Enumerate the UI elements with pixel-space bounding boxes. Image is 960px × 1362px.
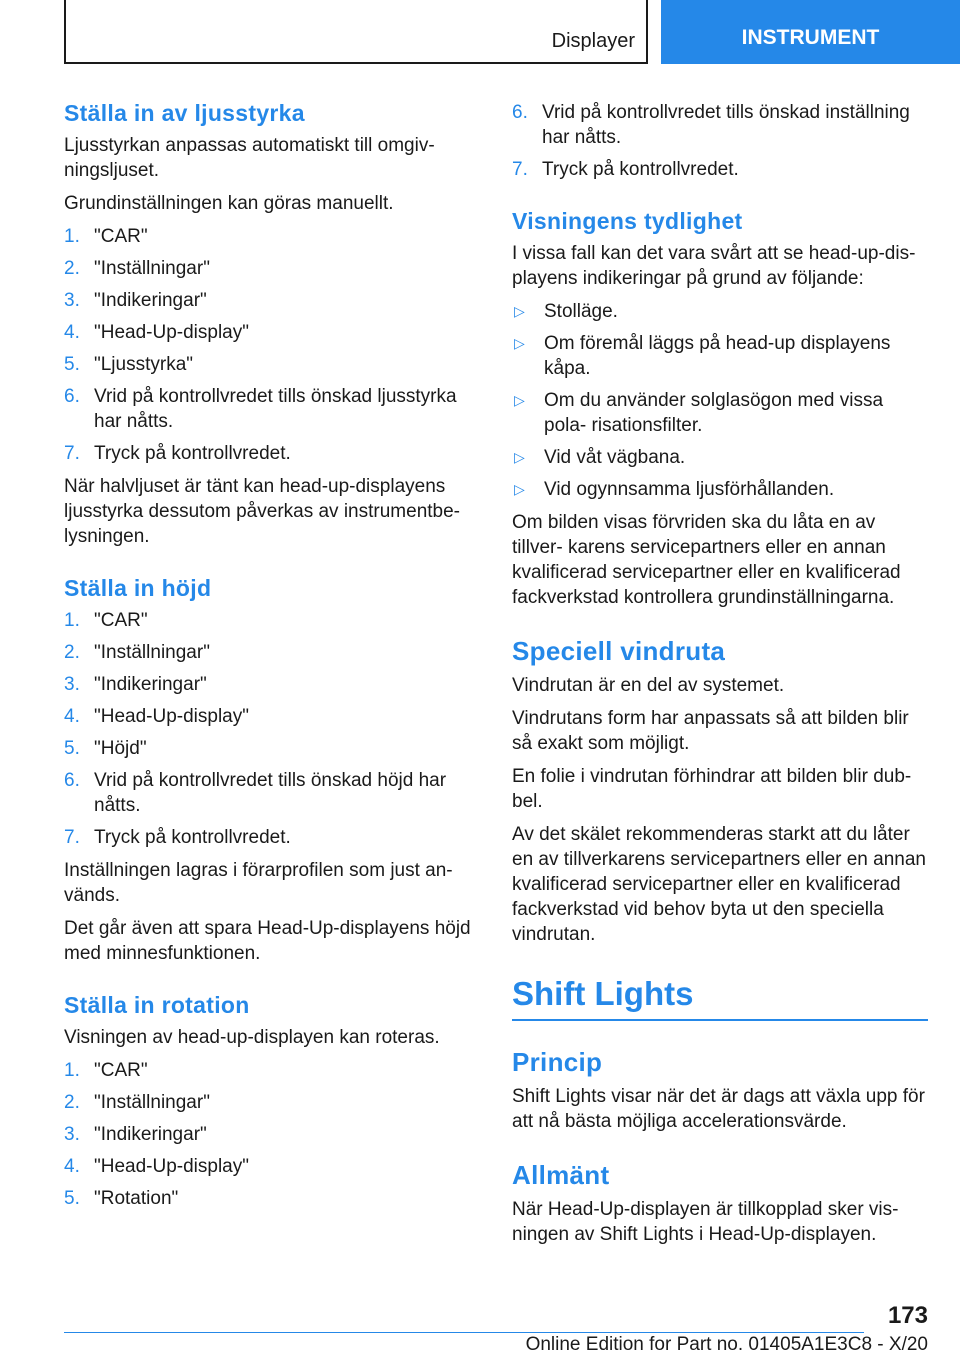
left-column xyxy=(64,100,474,1219)
heading-rotation: Ställa in rotation xyxy=(64,992,250,1018)
paragraph: I vissa fall kan det vara svårt att se head-up-dis- playens indikeringar på grund av följande: xyxy=(512,243,916,289)
step-text: Vrid på kontrollvredet tills önskad ljusstyrka har nåtts. xyxy=(94,386,457,432)
paragraph: Grundinställningen kan göras manuellt. xyxy=(64,193,394,214)
list-item xyxy=(512,477,928,502)
step-text: "CAR" xyxy=(94,226,148,247)
paragraph: Det går även att spara Head-Up-displayens höjd med minnesfunktionen. xyxy=(64,918,471,964)
step-text: Tryck på kontrollvredet. xyxy=(542,159,739,180)
list-item xyxy=(64,768,474,818)
step-number: 5. xyxy=(64,1188,80,1209)
list-item xyxy=(64,608,474,633)
step-number: 6. xyxy=(64,770,80,791)
chapter-title-shift-lights: Shift Lights xyxy=(512,975,928,1021)
paragraph: Vindrutans form har anpassats så att bilden blir så exakt som möjligt. xyxy=(512,708,909,754)
list-item xyxy=(64,441,474,466)
paragraph: När Head-Up-displayen är tillkopplad sker vis- ningen av Shift Lights i Head-Up-displayen. xyxy=(512,1199,899,1245)
step-text: "Indikeringar" xyxy=(94,674,207,695)
step-number: 3. xyxy=(64,1124,80,1145)
step-number: 2. xyxy=(64,258,80,279)
step-text: "CAR" xyxy=(94,610,148,631)
step-number: 4. xyxy=(64,322,80,343)
bullet-text: Vid våt vägbana. xyxy=(544,447,686,468)
list-item xyxy=(64,704,474,729)
heading-principle: Princip xyxy=(512,1047,603,1077)
step-number: 2. xyxy=(64,1092,80,1113)
step-text: "Indikeringar" xyxy=(94,290,207,311)
step-number: 5. xyxy=(64,738,80,759)
step-text: "Ljusstyrka" xyxy=(94,354,194,375)
step-number: 4. xyxy=(64,706,80,727)
step-text: "Indikeringar" xyxy=(94,1124,207,1145)
list-item xyxy=(512,100,928,150)
step-number: 1. xyxy=(64,1060,80,1081)
step-number: 5. xyxy=(64,354,80,375)
list-item xyxy=(64,1186,474,1211)
list-item xyxy=(64,1122,474,1147)
step-number: 4. xyxy=(64,1156,80,1177)
step-text: "Rotation" xyxy=(94,1188,179,1209)
step-text: "Inställningar" xyxy=(94,258,210,279)
step-number: 3. xyxy=(64,290,80,311)
step-text: Vrid på kontrollvredet tills önskad höjd har nåtts. xyxy=(94,770,447,816)
steps-list xyxy=(64,608,474,850)
paragraph: Shift Lights visar när det är dags att växla upp för att nå bästa möjliga accelerationsvärde. xyxy=(512,1086,925,1132)
paragraph: Visningen av head-up-displayen kan roteras. xyxy=(64,1027,440,1048)
steps-list xyxy=(64,1058,474,1211)
paragraph: Av det skälet rekommenderas starkt att du låter en av tillverkarens servicepartners eller en annan kvalificerad servicepartner eller en kvalificerad fackverkstad vid behov byta ut den speciella vindrutan. xyxy=(512,824,926,945)
paragraph: Ljusstyrkan anpassas automatiskt till omgiv- ningsljuset. xyxy=(64,135,435,181)
steps-list-continued xyxy=(512,100,928,182)
triangle-bullet-icon: ▷ xyxy=(514,481,525,497)
heading-windshield: Speciell vindruta xyxy=(512,636,726,666)
heading-visibility: Visningens tydlighet xyxy=(512,208,743,234)
heading-brightness: Ställa in av ljusstyrka xyxy=(64,100,305,126)
bullet-text: Om föremål läggs på head-up displayens kåpa. xyxy=(544,333,891,379)
triangle-bullet-icon: ▷ xyxy=(514,335,525,351)
section-shift-lights xyxy=(512,975,928,1247)
list-item xyxy=(64,1154,474,1179)
edition-text: Online Edition for Part no. 01405A1E3C8 - X/20 xyxy=(525,1334,928,1355)
step-text: "Head-Up-display" xyxy=(94,1156,249,1177)
step-number: 6. xyxy=(512,102,528,123)
step-number: 7. xyxy=(64,827,80,848)
list-item xyxy=(64,384,474,434)
list-item xyxy=(512,445,928,470)
step-text: Vrid på kontrollvredet tills önskad inställning har nåtts. xyxy=(542,102,910,148)
step-number: 7. xyxy=(64,443,80,464)
step-number: 3. xyxy=(64,674,80,695)
list-item xyxy=(64,1058,474,1083)
heading-height: Ställa in höjd xyxy=(64,575,212,601)
list-item xyxy=(512,299,928,324)
list-item xyxy=(64,288,474,313)
step-text: Tryck på kontrollvredet. xyxy=(94,827,291,848)
list-item xyxy=(64,320,474,345)
right-column xyxy=(512,100,928,1255)
step-text: "Höjd" xyxy=(94,738,147,759)
section-height xyxy=(64,575,474,966)
header-section-title: Displayer xyxy=(551,30,635,52)
step-number: 1. xyxy=(64,610,80,631)
step-number: 1. xyxy=(64,226,80,247)
step-text: "Inställningar" xyxy=(94,1092,210,1113)
paragraph: När halvljuset är tänt kan head-up-displayens ljusstyrka dessutom påverkas av instrumentbe- lysningen. xyxy=(64,476,460,547)
header-chapter-tab[interactable]: INSTRUMENT xyxy=(661,0,960,64)
triangle-bullet-icon: ▷ xyxy=(514,392,525,408)
step-text: "Head-Up-display" xyxy=(94,322,249,343)
step-number: 6. xyxy=(64,386,80,407)
list-item xyxy=(512,388,928,438)
step-text: "Inställningar" xyxy=(94,642,210,663)
section-brightness xyxy=(64,100,474,549)
list-item xyxy=(512,331,928,381)
triangle-bullet-icon: ▷ xyxy=(514,303,525,319)
bullet-text: Vid ogynnsamma ljusförhållanden. xyxy=(544,479,835,500)
list-item xyxy=(64,1090,474,1115)
section-windshield xyxy=(512,636,928,947)
heading-general: Allmänt xyxy=(512,1160,610,1190)
paragraph: Om bilden visas förvriden ska du låta en av tillver- karens servicepartners eller en annan kvalificerad servicepartner eller en kvalificerad fackverkstad kontrollera grundinställningarna. xyxy=(512,512,901,608)
list-item xyxy=(64,256,474,281)
list-item xyxy=(64,352,474,377)
list-item xyxy=(64,672,474,697)
bullet-text: Om du använder solglasögon med vissa pola- risationsfilter. xyxy=(544,390,884,436)
paragraph: Inställningen lagras i förarprofilen som just an- vänds. xyxy=(64,860,453,906)
list-item xyxy=(64,224,474,249)
list-item xyxy=(64,640,474,665)
paragraph: En folie i vindrutan förhindrar att bilden blir dub- bel. xyxy=(512,766,912,812)
step-text: "Head-Up-display" xyxy=(94,706,249,727)
triangle-bullet-icon: ▷ xyxy=(514,449,525,465)
bullet-list xyxy=(512,299,928,502)
step-number: 2. xyxy=(64,642,80,663)
section-visibility xyxy=(512,208,928,610)
footer-divider xyxy=(64,1332,864,1333)
list-item xyxy=(64,825,474,850)
paragraph: Vindrutan är en del av systemet. xyxy=(512,675,785,696)
step-text: Tryck på kontrollvredet. xyxy=(94,443,291,464)
section-rotation xyxy=(64,992,474,1211)
bullet-text: Stolläge. xyxy=(544,301,618,322)
page-number: 173 xyxy=(887,1302,928,1329)
step-text: "CAR" xyxy=(94,1060,148,1081)
list-item xyxy=(64,736,474,761)
steps-list xyxy=(64,224,474,466)
list-item xyxy=(512,157,928,182)
step-number: 7. xyxy=(512,159,528,180)
